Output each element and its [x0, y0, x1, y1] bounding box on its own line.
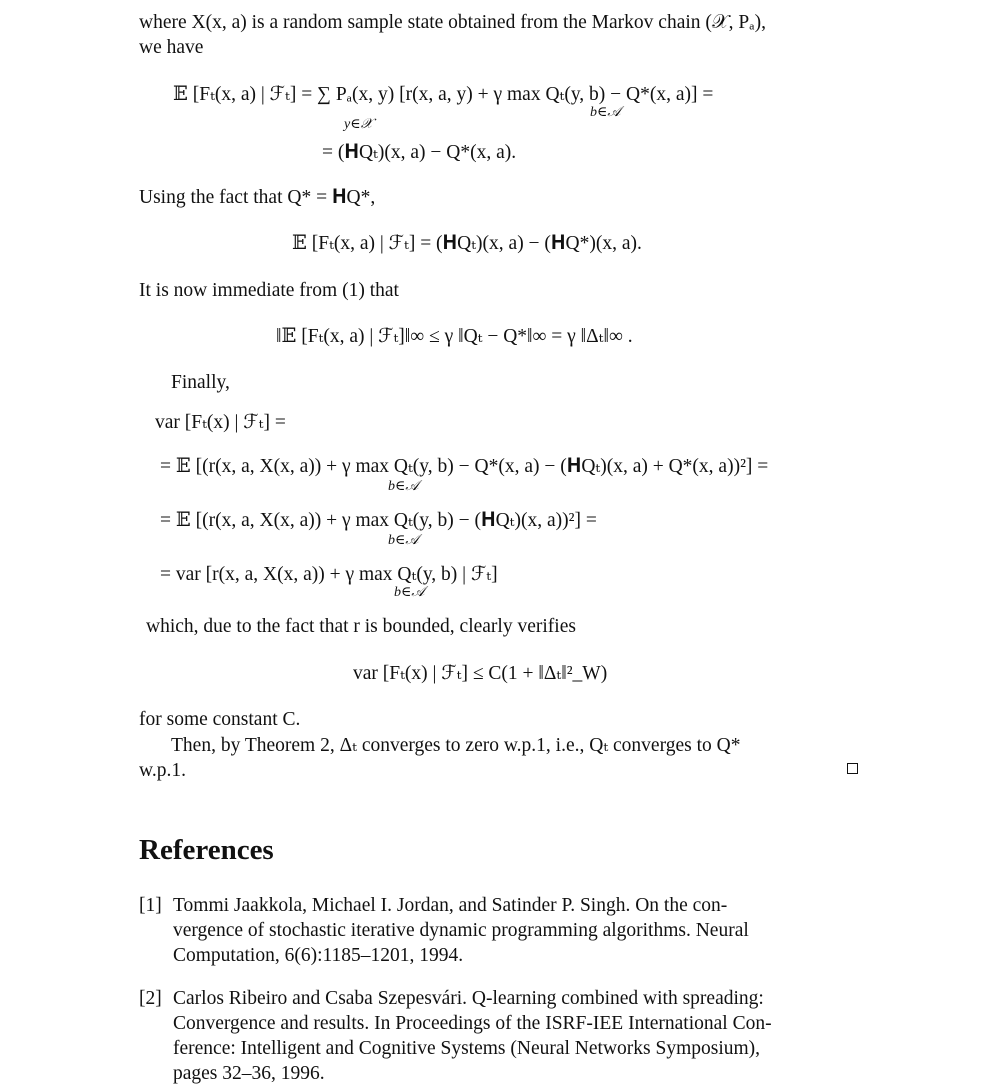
reference-line: ference: Intelligent and Cognitive Systems (Neural Networks Symposium),	[173, 1038, 761, 1059]
references-heading: References	[139, 834, 274, 866]
reference-line: Tommi Jaakkola, Michael I. Jordan, and Satinder P. Singh. On the con-	[173, 895, 728, 916]
reference-line: Convergence and results. In Proceedings of the ISRF-IEE International Con-	[173, 1013, 772, 1034]
max-subscript: b∈𝒜	[590, 105, 621, 120]
equation-variance-bound: var [Fₜ(x) | ℱₜ] ≤ C(1 + ‖Δₜ‖²_W)	[353, 663, 608, 684]
paragraph-line: which, due to the fact that r is bounded, clearly verifies	[146, 616, 576, 637]
variance-line-3: = var [r(x, a, X(x, a)) + γ max Qₜ(y, b) | ℱₜ]	[160, 564, 498, 585]
sum-subscript: y∈𝒳	[344, 117, 373, 132]
paragraph-line: Then, by Theorem 2, Δₜ converges to zero w.p.1, i.e., Qₜ converges to Q*	[171, 735, 741, 756]
paragraph-line: It is now immediate from (1) that	[139, 280, 399, 301]
paragraph-line: we have	[139, 37, 204, 58]
variance-line-1: = 𝔼 [(r(x, a, X(x, a)) + γ max Qₜ(y, b) − Q*(x, a) − (𝐇Qₜ)(x, a) + Q*(x, a))²] =	[160, 456, 769, 477]
paragraph-line: where X(x, a) is a random sample state obtained from the Markov chain (𝒳, Pₐ),	[139, 12, 766, 33]
qed-box-icon	[847, 763, 858, 774]
paragraph-line: Finally,	[171, 372, 230, 393]
max-subscript: b∈𝒜	[394, 585, 425, 600]
equation-expectation: 𝔼 [Fₜ(x, a) | ℱₜ] = ∑ Pₐ(x, y) [r(x, a, y) + γ max Qₜ(y, b) − Q*(x, a)] =	[173, 84, 714, 105]
equation-fixed-point: 𝔼 [Fₜ(x, a) | ℱₜ] = (𝐇Qₜ)(x, a) − (𝐇Q*)(x, a).	[292, 233, 642, 254]
reference-line: Carlos Ribeiro and Csaba Szepesvári. Q-learning combined with spreading:	[173, 988, 764, 1009]
paragraph-line: w.p.1.	[139, 760, 186, 781]
variance-line-2: = 𝔼 [(r(x, a, X(x, a)) + γ max Qₜ(y, b) − (𝐇Qₜ)(x, a))²] =	[160, 510, 597, 531]
reference-line: Computation, 6(6):1185–1201, 1994.	[173, 945, 464, 966]
reference-line: pages 32–36, 1996.	[173, 1063, 325, 1084]
reference-number: [2]	[139, 988, 162, 1009]
max-subscript: b∈𝒜	[388, 533, 419, 548]
reference-number: [1]	[139, 895, 162, 916]
reference-line: vergence of stochastic iterative dynamic programming algorithms. Neural	[173, 920, 749, 941]
variance-line-0: var [Fₜ(x) | ℱₜ] =	[155, 412, 286, 433]
max-subscript: b∈𝒜	[388, 479, 419, 494]
paragraph-line: for some constant C.	[139, 709, 301, 730]
equation-expectation-line2: = (𝐇Qₜ)(x, a) − Q*(x, a).	[322, 142, 517, 163]
equation-contraction: ‖𝔼 [Fₜ(x, a) | ℱₜ]‖∞ ≤ γ ‖Qₜ − Q*‖∞ = γ ‖Δₜ‖∞ .	[276, 326, 633, 347]
paragraph-line: Using the fact that Q* = 𝐇Q*,	[139, 187, 376, 208]
